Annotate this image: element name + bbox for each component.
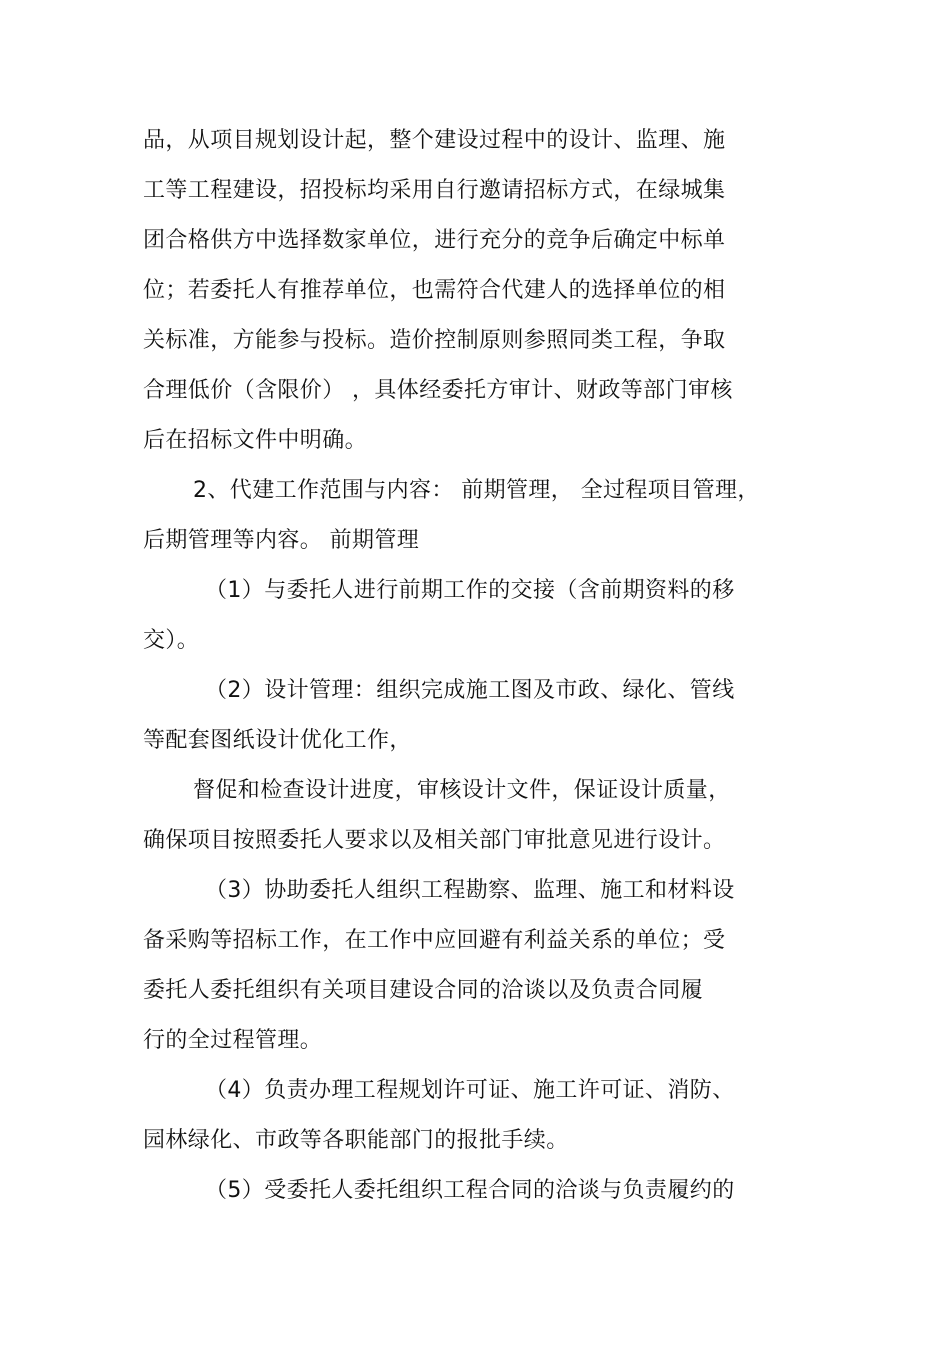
text-line: 等配套图纸设计优化工作， <box>143 728 412 753</box>
text-line: 行的全过程管理。 <box>143 1028 323 1053</box>
text-line: 关标准，方能参与投标。造价控制原则参照同类工程，争取 <box>143 328 726 353</box>
list-item-start: （1）与委托人进行前期工作的交接（含前期资料的移 <box>205 578 735 603</box>
text-line: 后期管理等内容。 前期管理 <box>143 528 420 553</box>
section-heading: 2、代建工作范围与内容： 前期管理， 全过程项目管理， <box>193 478 760 503</box>
text-line: 督促和检查设计进度，审核设计文件，保证设计质量， <box>193 778 731 803</box>
list-item-start: （2）设计管理：组织完成施工图及市政、绿化、管线 <box>205 678 735 703</box>
text-line: 合理低价（含限价） ，具体经委托方审计、财政等部门审核 <box>143 378 733 403</box>
text-line: 交）。 <box>143 628 200 653</box>
text-line: 工等工程建设，招投标均采用自行邀请招标方式，在绿城集 <box>143 178 726 203</box>
list-item-start: （3）协助委托人组织工程勘察、监理、施工和材料设 <box>205 878 735 903</box>
text-line: 团合格供方中选择数家单位，进行充分的竞争后确定中标单 <box>143 228 726 253</box>
text-line: 备采购等招标工作，在工作中应回避有利益关系的单位；受 <box>143 928 726 953</box>
text-line: 园林绿化、市政等各职能部门的报批手续。 <box>143 1128 569 1153</box>
text-line: 位；若委托人有推荐单位，也需符合代建人的选择单位的相 <box>143 278 726 303</box>
list-item-start: （4）负责办理工程规划许可证、施工许可证、消防、 <box>205 1078 735 1103</box>
text-line: 委托人委托组织有关项目建设合同的洽谈以及负责合同履 <box>143 978 704 1003</box>
text-line: 品，从项目规划设计起，整个建设过程中的设计、监理、施 <box>143 128 726 153</box>
text-line: 确保项目按照委托人要求以及相关部门审批意见进行设计。 <box>143 828 726 853</box>
list-item-start: （5）受委托人委托组织工程合同的洽谈与负责履约的 <box>205 1178 735 1203</box>
text-line: 后在招标文件中明确。 <box>143 428 368 453</box>
